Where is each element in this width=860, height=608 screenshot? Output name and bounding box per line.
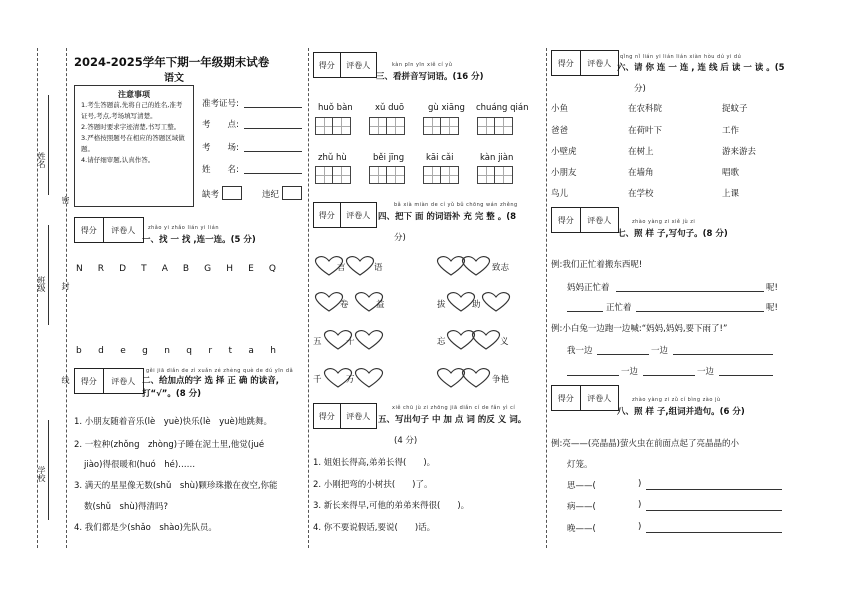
seal-mi: 密: [61, 196, 70, 204]
heart-blank[interactable]: [460, 367, 492, 389]
letter-upper[interactable]: D: [119, 264, 127, 274]
sec2-item-2: 2. 一粒种(zhǒng zhòng)子睡在泥土里,他觉(jué: [74, 440, 265, 450]
ticket-label: 准考证号:: [202, 99, 239, 109]
seal-feng: 封: [61, 282, 70, 290]
school-line: [48, 420, 49, 520]
room-label: 考 场:: [202, 143, 239, 153]
heart-blank[interactable]: [353, 329, 385, 351]
sec7-line2-blank-b[interactable]: [636, 311, 764, 312]
sec7-line1-blank[interactable]: [616, 291, 764, 292]
sec4-char: 万: [346, 375, 355, 385]
sec4-char: 卷: [340, 300, 349, 310]
grader-label: 评卷人: [346, 60, 371, 70]
letter-lower[interactable]: g: [142, 346, 148, 356]
sec7-line3-blank-b[interactable]: [673, 354, 773, 355]
grader-label: 评卷人: [587, 58, 612, 68]
score-label: 得分: [75, 218, 104, 242]
sec4-char: 义: [500, 337, 509, 347]
sec5-title: 五、写出句子 中 加 点 词 的反 义 词。: [378, 415, 527, 425]
name-field[interactable]: [244, 173, 302, 174]
sec6-col1-3[interactable]: 小壁虎: [551, 147, 577, 157]
sec5-item-1: 1. 姐姐长得高,弟弟长得( )。: [313, 458, 436, 468]
letter-lower[interactable]: b: [76, 346, 82, 356]
sec8-item-2: 病——(: [567, 502, 596, 512]
sec3-grid-1[interactable]: [315, 117, 351, 135]
sec5-score-box: [313, 403, 377, 429]
sec1-lowercase-row: [76, 346, 276, 356]
sec1-score-box: [74, 217, 144, 243]
sec2-score-box: [74, 368, 144, 394]
notice-item-4: 4.请仔细审题,认真作答。: [81, 156, 155, 164]
sec6-col1-5[interactable]: 鸟儿: [551, 189, 569, 199]
letter-upper[interactable]: T: [141, 264, 147, 274]
class-label: 班级: [37, 276, 46, 292]
sec3-grid-4[interactable]: [477, 117, 513, 135]
sec6-title: 六、请 你 连 一 连 , 连 线 后 读 一 读 。(5: [617, 63, 785, 73]
sec7-line4-a: 一边: [621, 367, 639, 377]
column-divider-1: [308, 48, 309, 548]
grader-label: 评卷人: [111, 225, 136, 235]
column-divider-2: [546, 48, 547, 548]
sec7-line2-blank-a[interactable]: [567, 311, 603, 312]
sec7-line3-b: 一边: [651, 346, 669, 356]
letter-lower[interactable]: d: [98, 346, 104, 356]
exam-title: 2024-2025学年下期一年级期末试卷: [74, 55, 270, 69]
score-label: 得分: [552, 386, 581, 410]
sec4-char: 益: [376, 300, 385, 310]
sec7-line3-a: 我一边: [567, 346, 593, 356]
score-label: 得分: [314, 53, 341, 77]
grader-label: 评卷人: [587, 215, 612, 225]
sec8-pinyin: zhào yàng zi zǔ cí bìng zào jù: [632, 397, 721, 403]
sec3-py-5: zhǔ hù: [318, 153, 347, 163]
violation-label: 违纪: [262, 190, 280, 200]
sec6-col1-1[interactable]: 小鱼: [551, 104, 569, 114]
sec3-py-4: chuáng qián: [476, 103, 529, 113]
score-label: 得分: [314, 203, 341, 227]
absent-box[interactable]: [222, 186, 242, 200]
sec4-score-box: [313, 202, 377, 228]
sec3-py-8: kàn jiàn: [480, 153, 514, 163]
sec8-score-box: [551, 385, 619, 411]
letter-lower[interactable]: e: [120, 346, 126, 356]
notice-title: 注意事项: [118, 90, 150, 99]
notice-item-3: 3.严格按照题号在相应的答题区域做题。: [81, 134, 185, 153]
name-line: [48, 95, 49, 195]
sec6-col3-5[interactable]: 上课: [722, 189, 740, 199]
sec4-char: 语: [374, 263, 383, 273]
sec3-grid-3[interactable]: [423, 117, 459, 135]
sec2-item-2b: jiào)得很暖和(huó hé)……: [84, 460, 196, 470]
sec1-pinyin: zhǎo yi zhǎo lián yi lián: [148, 225, 219, 231]
exam-subject: 语文: [164, 73, 184, 84]
heart-blank[interactable]: [480, 291, 512, 313]
sec7-line4-blank-b[interactable]: [643, 375, 695, 376]
sec6-score-box: [551, 50, 619, 76]
sec6-title-2: 分): [634, 84, 646, 94]
sec2-pinyin: gěi jiā diǎn de zì xuǎn zé zhèng què de dú yīn dǎ: [146, 368, 294, 374]
sec3-pinyin: kàn pīn yīn xiě cí yǔ: [392, 62, 453, 68]
sec1-uppercase-row: [76, 264, 276, 274]
sec6-col2-4[interactable]: 在墙角: [628, 168, 654, 178]
letter-upper[interactable]: R: [97, 264, 105, 274]
school-label: 学校: [37, 466, 46, 482]
sec6-col3-1[interactable]: 捉蚊子: [722, 104, 748, 114]
sec6-col2-2[interactable]: 在荷叶下: [628, 126, 663, 136]
heart-blank[interactable]: [344, 255, 376, 277]
sec6-col1-2[interactable]: 爸爸: [551, 126, 569, 136]
letter-upper[interactable]: G: [204, 264, 212, 274]
sec8-item-3: 晚——(: [567, 524, 596, 534]
sec8-line-2[interactable]: [646, 510, 782, 511]
sec3-grid-2[interactable]: [369, 117, 405, 135]
sec7-title: 七、照 样 子,写句子。(8 分): [617, 229, 728, 239]
sec3-py-3: gù xiāng: [428, 103, 465, 113]
sec8-close-2: ): [638, 500, 642, 510]
sec4-char: 言: [337, 263, 346, 273]
letter-lower[interactable]: t: [228, 346, 232, 356]
sec4-char: 忘: [437, 337, 446, 347]
letter-upper[interactable]: B: [182, 264, 190, 274]
sec7-example-2: 例:小白兔一边跑一边喊:“妈妈,妈妈,要下雨了!”: [551, 324, 728, 334]
sec2-item-4: 4. 我们都是少(shǎo shào)先队员。: [74, 523, 217, 533]
sec6-col3-3[interactable]: 游来游去: [722, 147, 757, 157]
sec7-line2-end: 呢!: [766, 303, 778, 313]
sec7-line3-blank-a[interactable]: [597, 354, 649, 355]
sec6-pinyin: qǐng nǐ lián yi lián lián xiàn hòu dú yi dú: [620, 54, 742, 60]
notice-item-2: 2.答题时要求字迹清楚,书写工整。: [81, 123, 181, 131]
sec5-pinyin: xiě chū jù zi zhōng jiā diǎn cí de fǎn yì cí: [392, 405, 516, 411]
sec7-line4-blank-c[interactable]: [719, 375, 773, 376]
sec4-char: 五: [313, 337, 322, 347]
room-field[interactable]: [244, 151, 302, 152]
seal-xian: 线: [61, 376, 70, 384]
absent-label: 缺考: [202, 190, 220, 200]
sec6-col2-5[interactable]: 在学校: [628, 189, 654, 199]
site-field[interactable]: [244, 128, 302, 129]
sec4-char: 争艳: [492, 375, 510, 385]
sec3-py-1: huǒ bàn: [318, 103, 353, 113]
name-label: 姓名: [37, 152, 46, 168]
sec6-col3-4[interactable]: 唱歌: [722, 168, 740, 178]
sec3-py-7: kāi cǎi: [426, 153, 454, 163]
sec3-grid-5[interactable]: [315, 166, 351, 184]
grader-label: 评卷人: [346, 411, 371, 421]
sec4-char: 十: [346, 337, 355, 347]
sec8-line-3[interactable]: [646, 532, 782, 533]
notice-item-1: 1.考生答题前,先将自己的姓名,准考证号,考点,考场填写清楚。: [81, 101, 183, 120]
sec7-line4-b: 一边: [697, 367, 715, 377]
sec8-line-1[interactable]: [646, 489, 782, 490]
sec4-char: 拔: [437, 300, 446, 310]
sec2-item-3: 3. 满天的星星像无数(shǔ shù)颗珍珠撒在夜空,你能: [74, 481, 278, 491]
sec3-py-2: xǔ duō: [375, 103, 405, 113]
letter-upper[interactable]: H: [226, 264, 233, 274]
letter-upper[interactable]: A: [161, 264, 168, 274]
sec8-example-2: 灯笼。: [567, 460, 593, 470]
sec3-title: 三、看拼音写词语。(16 分): [376, 72, 484, 82]
sec2-item-1: 1. 小朋友随着音乐(lè yuè)快乐(lè yuè)地跳舞。: [74, 417, 273, 427]
sec3-grid-8[interactable]: [477, 166, 513, 184]
sec5-item-3: 3. 新长来得早,可他的弟弟来得很( )。: [313, 501, 470, 511]
sec4-char: 致志: [492, 263, 510, 273]
sec5-item-4: 4. 你不要说假话,要说( )话。: [313, 523, 436, 533]
violation-box[interactable]: [282, 186, 302, 200]
sec8-title: 八、照 样 子,组词并造句。(6 分): [617, 407, 745, 417]
sec5-title-2: (4 分): [394, 436, 418, 446]
grader-label: 评卷人: [111, 376, 136, 386]
sec1-title: 一、找 一 找 ,连一连。(5 分): [142, 235, 256, 245]
class-line: [48, 225, 49, 325]
sec4-title: 四、把下 面 的词语补 充 完 整 。(8: [378, 212, 517, 222]
letter-lower[interactable]: h: [270, 346, 276, 356]
heart-blank[interactable]: [460, 255, 492, 277]
letter-upper[interactable]: N: [76, 264, 83, 274]
sec8-example: 例:亮——(亮晶晶)萤火虫在前面点起了亮晶晶的小: [551, 439, 739, 449]
heart-blank[interactable]: [353, 367, 385, 389]
letter-upper[interactable]: E: [248, 264, 254, 274]
letter-lower[interactable]: q: [186, 346, 193, 356]
sec7-score-box: [551, 207, 619, 233]
name-field-label: 姓 名:: [202, 165, 239, 175]
letter-lower[interactable]: a: [248, 346, 254, 356]
sec8-close-3: ): [638, 522, 642, 532]
sec4-title-2: 分): [394, 233, 406, 243]
sec3-py-6: běi jīng: [373, 153, 405, 163]
sec6-col2-1[interactable]: 在农科院: [628, 104, 663, 114]
sec3-grid-6[interactable]: [369, 166, 405, 184]
heart-blank[interactable]: [470, 329, 502, 351]
score-label: 得分: [552, 208, 581, 232]
sec4-char: 助: [472, 300, 481, 310]
grader-label: 评卷人: [587, 393, 612, 403]
letter-lower[interactable]: r: [208, 346, 213, 356]
letter-lower[interactable]: n: [164, 346, 170, 356]
grader-label: 评卷人: [346, 210, 371, 220]
sec7-line4-blank-a[interactable]: [567, 375, 619, 376]
ticket-field[interactable]: [244, 107, 302, 108]
sec3-score-box: [313, 52, 377, 78]
site-label: 考 点:: [202, 120, 239, 130]
sec7-example-1: 例:我们正忙着搬东西呢!: [551, 260, 643, 270]
sec6-col2-3[interactable]: 在树上: [628, 147, 654, 157]
score-label: 得分: [314, 404, 341, 428]
sec4-char: 千: [313, 375, 322, 385]
sec7-line1-end: 呢!: [766, 283, 778, 293]
sec7-line1-start: 妈妈正忙着: [567, 283, 610, 293]
sec7-line2-mid: 正忙着: [606, 303, 632, 313]
sec5-item-2: 2. 小刚把弯的小树扶( )了。: [313, 480, 433, 490]
sec6-col3-2[interactable]: 工作: [722, 126, 740, 136]
letter-upper[interactable]: Q: [268, 264, 276, 274]
sec2-title: 二、给加点的字 选 择 正 确 的读音,打“√”。(8 分): [142, 376, 280, 399]
notice-box: [74, 85, 194, 207]
sec8-close-1: ): [638, 479, 642, 489]
sec4-pinyin: bǎ xià miàn de cí yǔ bǔ chōng wán zhěng: [394, 202, 518, 208]
binding-line-inner: [66, 48, 67, 548]
score-label: 得分: [75, 369, 104, 393]
sec2-item-3b: 数(shǔ shù)得清吗?: [84, 502, 169, 512]
score-label: 得分: [552, 51, 581, 75]
sec6-col1-4[interactable]: 小朋友: [551, 168, 577, 178]
sec8-item-1: 思——(: [567, 481, 596, 491]
sec7-pinyin: zhào yàng zi xiě jù zi: [632, 219, 696, 225]
sec3-grid-7[interactable]: [423, 166, 459, 184]
